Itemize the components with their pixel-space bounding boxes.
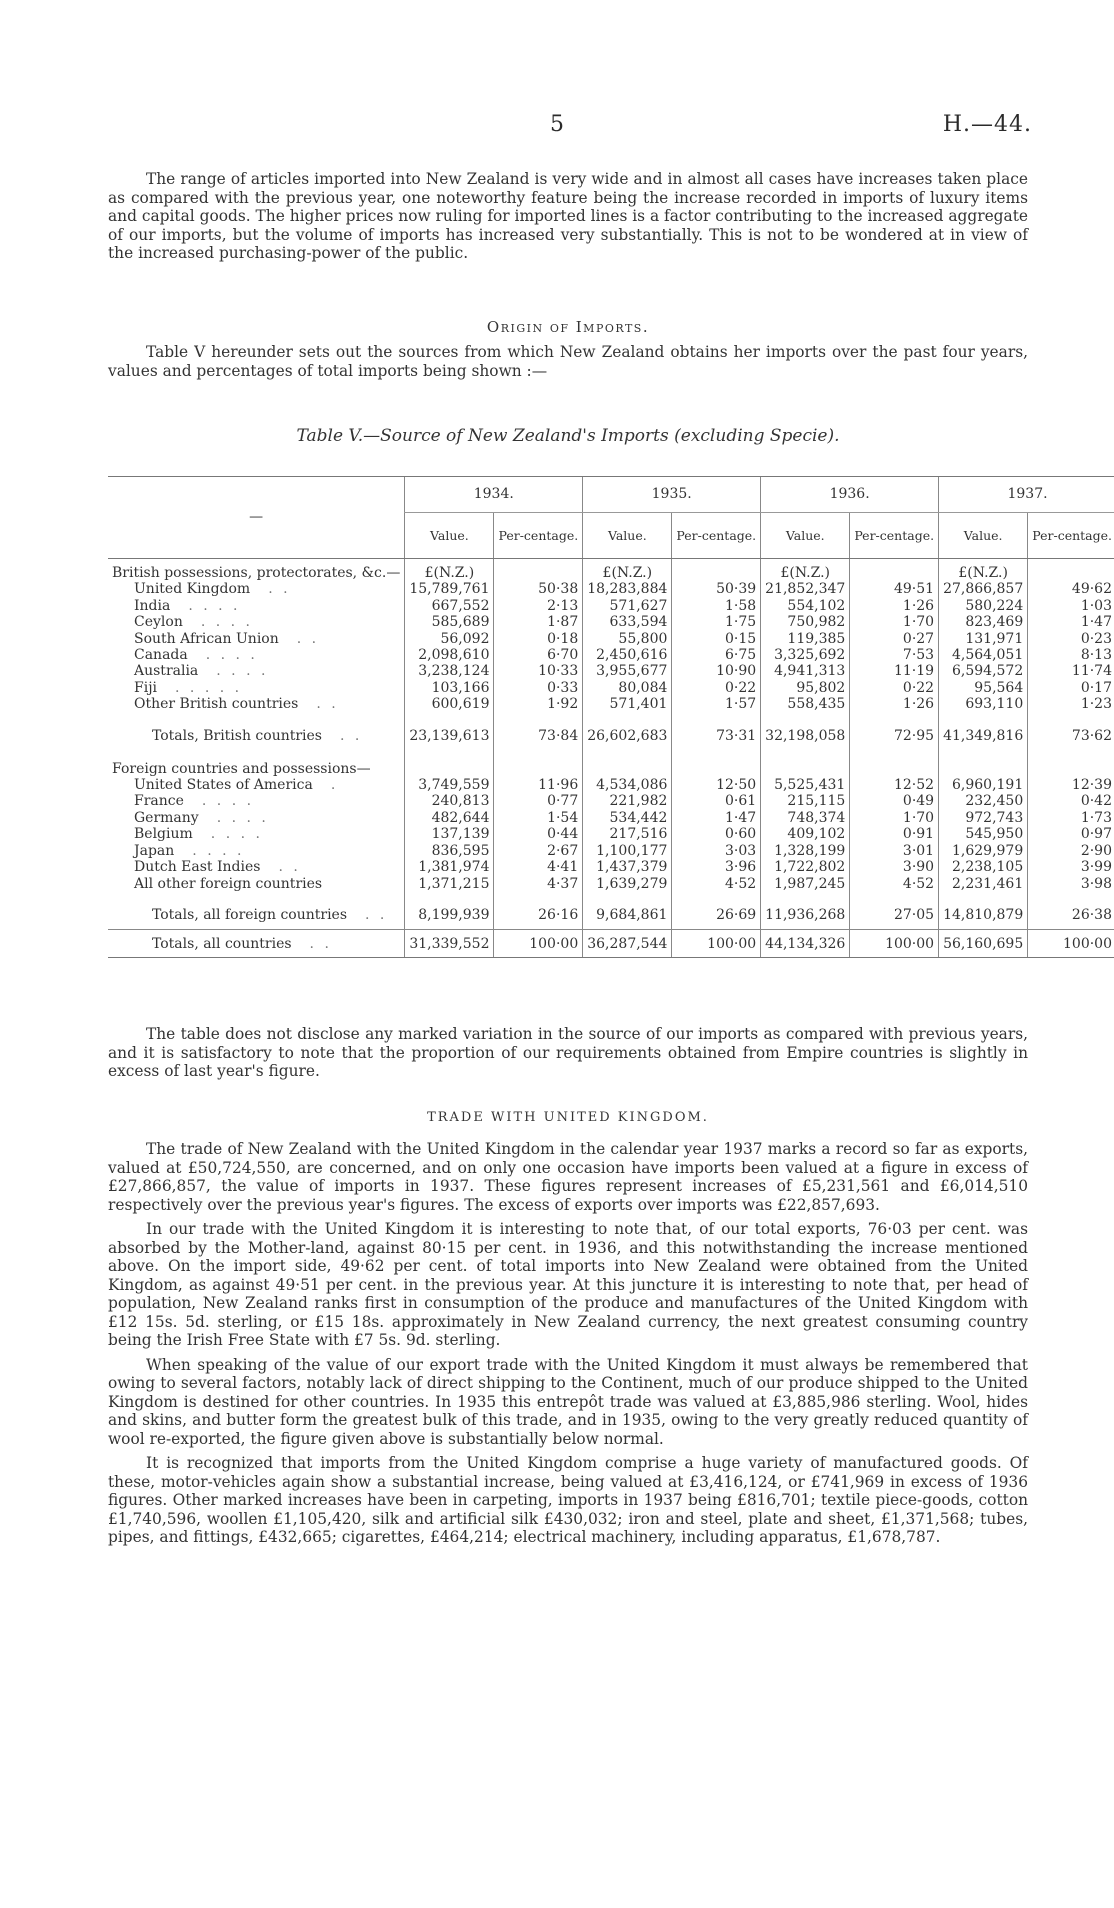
percentage-cell: 4·52: [672, 876, 761, 892]
value-cell: 41,349,816: [939, 723, 1028, 751]
percentage-cell: 2·67: [494, 843, 583, 859]
leader-dots: . .: [340, 728, 363, 745]
percentage-cell: 100·00: [850, 930, 939, 958]
percentage-cell: 0·60: [672, 826, 761, 842]
row-label-cell: [108, 902, 405, 930]
country-row: [108, 581, 1114, 597]
source-of-imports-table: [108, 476, 1114, 958]
after-table-section: [108, 1025, 1028, 1087]
value-cell: 221,982: [583, 793, 672, 809]
row-label-cell: [108, 810, 405, 826]
value-cell: 80,084: [583, 680, 672, 696]
value-cell: 6,594,572: [939, 663, 1028, 679]
leader-dots: . .: [296, 630, 320, 647]
value-cell: 558,435: [761, 696, 850, 712]
row-label: Totals, British countries: [152, 728, 322, 745]
percentage-cell: 26·69: [672, 902, 761, 930]
percentage-cell: 0·15: [672, 631, 761, 647]
row-label: Ceylon: [134, 614, 183, 631]
percentage-cell: 50·38: [494, 581, 583, 597]
country-row: [108, 663, 1114, 679]
value-cell: 9,684,861: [583, 902, 672, 930]
row-label: Australia: [134, 663, 199, 680]
percentage-cell: 1·73: [1028, 810, 1114, 826]
value-cell: 534,442: [583, 810, 672, 826]
value-cell: 5,525,431: [761, 777, 850, 793]
value-cell: 600,619: [405, 696, 494, 712]
value-cell: 18,283,884: [583, 581, 672, 597]
value-cell: 131,971: [939, 631, 1028, 647]
leader-dots: . . . .: [188, 597, 241, 614]
leader-dots: . . . .: [200, 614, 253, 631]
stub-header: —: [108, 477, 405, 559]
value-cell: 1,639,279: [583, 876, 672, 892]
leader-dots: . . . .: [201, 793, 255, 810]
percentage-cell: 1·26: [850, 598, 939, 614]
value-cell: 95,564: [939, 680, 1028, 696]
unit-label: £(N.Z.): [583, 559, 672, 582]
row-label-cell: [108, 696, 405, 712]
percentage-header: Per-centage.: [1028, 513, 1114, 559]
row-label: Belgium: [134, 826, 193, 843]
spacer-row: [108, 751, 1114, 761]
value-cell: 1,100,177: [583, 843, 672, 859]
country-row: [108, 793, 1114, 809]
percentage-cell: 1·70: [850, 614, 939, 630]
percentage-cell: 0·49: [850, 793, 939, 809]
percentage-cell: 1·57: [672, 696, 761, 712]
leader-dots: . .: [365, 907, 388, 924]
value-cell: 633,594: [583, 614, 672, 630]
year-header: 1936.: [761, 477, 939, 513]
row-label: United States of America: [134, 777, 313, 794]
value-cell: 2,450,616: [583, 647, 672, 663]
value-cell: 32,198,058: [761, 723, 850, 751]
british-group-row: [108, 559, 1114, 582]
country-row: [108, 598, 1114, 614]
percentage-header: Per-centage.: [672, 513, 761, 559]
percentage-cell: 1·92: [494, 696, 583, 712]
value-cell: 4,534,086: [583, 777, 672, 793]
row-label-cell: [108, 663, 405, 679]
year-header: 1935.: [583, 477, 761, 513]
value-cell: 6,960,191: [939, 777, 1028, 793]
row-label-cell: [108, 793, 405, 809]
country-row: [108, 647, 1114, 663]
value-cell: 1,371,215: [405, 876, 494, 892]
value-cell: 240,813: [405, 793, 494, 809]
percentage-cell: 26·16: [494, 902, 583, 930]
value-header: Value.: [939, 513, 1028, 559]
country-row: [108, 680, 1114, 696]
value-cell: 95,802: [761, 680, 850, 696]
value-cell: 482,644: [405, 810, 494, 826]
group-label: British possessions, protectorates, &c.—: [112, 565, 401, 581]
percentage-cell: 12·50: [672, 777, 761, 793]
percentage-cell: 6·75: [672, 647, 761, 663]
leader-dots: .: [330, 777, 339, 794]
percentage-cell: 0·22: [672, 680, 761, 696]
percentage-cell: 100·00: [672, 930, 761, 958]
percentage-cell: 100·00: [1028, 930, 1114, 958]
grand-total-row: [108, 930, 1114, 958]
country-row: [108, 876, 1114, 892]
percentage-cell: 8·13: [1028, 647, 1114, 663]
value-cell: 1,328,199: [761, 843, 850, 859]
percentage-cell: 50·39: [672, 581, 761, 597]
country-row: [108, 826, 1114, 842]
value-cell: 8,199,939: [405, 902, 494, 930]
percentage-cell: 49·62: [1028, 581, 1114, 597]
value-cell: 2,238,105: [939, 859, 1028, 875]
value-cell: 3,325,692: [761, 647, 850, 663]
percentage-cell: 73·62: [1028, 723, 1114, 751]
origin-paragraph: Table V hereunder sets out the sources from which New Zealand obtains her imports over the past four years, values and percentages of total imports being shown :—: [108, 343, 1028, 380]
value-cell: 103,166: [405, 680, 494, 696]
uk-paragraph: It is recognized that imports from the United Kingdom comprise a huge variety of manufactured goods. Of these, motor-vehicles again show a substantial increase, being valued at £3,416,124, or £741,969 in excess of 1936 figures. Other marked increases have been in carpeting, imports in 1937 being £816,701; textile piece-goods, cotton £1,740,596, woollen £1,105,420, silk and artificial silk £430,032; iron and steel, plate and sheet, £1,371,568; tubes, pipes, and fittings, £432,665; cigarettes, £464,214; electrical machinery, including apparatus, £1,678,787.: [108, 1454, 1028, 1546]
percentage-cell: 10·90: [672, 663, 761, 679]
after-table-paragraph: The table does not disclose any marked variation in the source of our imports as compared with previous years, and it is satisfactory to note that the proportion of our requirements obtained from Empire countries is slightly in excess of last year's figure.: [108, 1025, 1028, 1080]
percentage-cell: 1·47: [1028, 614, 1114, 630]
value-cell: 232,450: [939, 793, 1028, 809]
value-cell: 571,401: [583, 696, 672, 712]
value-cell: 545,950: [939, 826, 1028, 842]
percentage-cell: 26·38: [1028, 902, 1114, 930]
percentage-cell: 1·58: [672, 598, 761, 614]
value-cell: 26,602,683: [583, 723, 672, 751]
leader-dots: . .: [316, 696, 339, 713]
document-reference: H.—44.: [942, 112, 1032, 137]
percentage-cell: 0·61: [672, 793, 761, 809]
value-cell: 3,749,559: [405, 777, 494, 793]
percentage-cell: 3·96: [672, 859, 761, 875]
value-cell: 217,516: [583, 826, 672, 842]
year-header: 1934.: [405, 477, 583, 513]
row-label: United Kingdom: [134, 581, 251, 598]
country-row: [108, 777, 1114, 793]
value-cell: 1,722,802: [761, 859, 850, 875]
percentage-cell: 4·52: [850, 876, 939, 892]
spacer-row: [108, 713, 1114, 723]
value-cell: 1,437,379: [583, 859, 672, 875]
percentage-cell: 0·23: [1028, 631, 1114, 647]
value-cell: 137,139: [405, 826, 494, 842]
percentage-cell: 3·99: [1028, 859, 1114, 875]
percentage-cell: 1·70: [850, 810, 939, 826]
table-body: [108, 559, 1114, 958]
value-cell: 2,231,461: [939, 876, 1028, 892]
percentage-cell: 4·41: [494, 859, 583, 875]
row-label: France: [134, 793, 184, 810]
uk-paragraph: The trade of New Zealand with the United Kingdom in the calendar year 1937 marks a record so far as exports, valued at £50,724,550, are concerned, and on only one occasion have imports been valued at a figure in excess of £27,866,857, the value of imports in 1937. These figures represent increases of £5,231,561 and £6,014,510 respectively over the previous year's figures. The excess of exports over imports was £22,857,693.: [108, 1140, 1028, 1214]
row-label: India: [134, 597, 171, 614]
value-cell: 2,098,610: [405, 647, 494, 663]
leader-dots: . . . .: [210, 826, 263, 843]
percentage-cell: 0·91: [850, 826, 939, 842]
value-cell: 11,936,268: [761, 902, 850, 930]
origin-heading: Origin of Imports.: [486, 318, 650, 336]
percentage-cell: 100·00: [494, 930, 583, 958]
value-cell: 55,800: [583, 631, 672, 647]
leader-dots: . . . .: [216, 663, 269, 680]
leader-dots: . .: [309, 935, 332, 952]
value-cell: 409,102: [761, 826, 850, 842]
origin-section: [108, 343, 1028, 386]
year-header-row: [108, 477, 1114, 513]
percentage-cell: 72·95: [850, 723, 939, 751]
group-label: Foreign countries and possessions—: [112, 760, 371, 777]
percentage-header: Per-centage.: [494, 513, 583, 559]
row-label: Canada: [134, 647, 188, 664]
percentage-cell: 3·03: [672, 843, 761, 859]
value-cell: 554,102: [761, 598, 850, 614]
value-cell: 3,955,677: [583, 663, 672, 679]
page-header: [0, 112, 1114, 142]
percentage-cell: 0·22: [850, 680, 939, 696]
uk-trade-section: [108, 1140, 1028, 1553]
unit-label: £(N.Z.): [939, 559, 1028, 582]
percentage-cell: 7·53: [850, 647, 939, 663]
percentage-cell: 11·96: [494, 777, 583, 793]
value-cell: 215,115: [761, 793, 850, 809]
value-cell: 4,941,313: [761, 663, 850, 679]
value-cell: 1,629,979: [939, 843, 1028, 859]
row-label-cell: [108, 843, 405, 859]
percentage-cell: 10·33: [494, 663, 583, 679]
value-cell: 1,381,974: [405, 859, 494, 875]
row-label-cell: [108, 680, 405, 696]
spacer-row: [108, 892, 1114, 902]
value-cell: 31,339,552: [405, 930, 494, 958]
leader-dots: . .: [278, 859, 301, 876]
leader-dots: . . . .: [192, 842, 245, 859]
british-total-row: [108, 723, 1114, 751]
percentage-cell: 0·42: [1028, 793, 1114, 809]
percentage-cell: 0·97: [1028, 826, 1114, 842]
value-header: Value.: [761, 513, 850, 559]
uk-paragraph: When speaking of the value of our export trade with the United Kingdom it must always be remembered that owing to several factors, notably lack of direct shipping to the Continent, much of our produce shipped to the United Kingdom is destined for other countries. In 1935 this entrepôt trade was valued at £3,885,986 sterling. Wool, hides and skins, and butter form the greatest bulk of this trade, and in 1935, owing to the very greatly reduced quantity of wool re-exported, the figure given above is substantially below normal.: [108, 1355, 1028, 1448]
value-cell: 21,852,347: [761, 581, 850, 597]
percentage-cell: 2·90: [1028, 843, 1114, 859]
value-cell: 14,810,879: [939, 902, 1028, 930]
percentage-cell: 1·75: [672, 614, 761, 630]
row-label: All other foreign countries: [134, 875, 323, 892]
percentage-cell: 2·13: [494, 598, 583, 614]
percentage-cell: 0·44: [494, 826, 583, 842]
percentage-cell: 3·90: [850, 859, 939, 875]
country-row: [108, 614, 1114, 630]
country-row: [108, 810, 1114, 826]
percentage-cell: 12·39: [1028, 777, 1114, 793]
percentage-cell: 3·01: [850, 843, 939, 859]
row-label-cell: [108, 876, 405, 892]
uk-trade-heading: TRADE WITH UNITED KINGDOM.: [427, 1110, 709, 1125]
value-cell: 119,385: [761, 631, 850, 647]
percentage-cell: 1·26: [850, 696, 939, 712]
percentage-cell: 0·27: [850, 631, 939, 647]
row-label-cell: [108, 723, 405, 751]
leader-dots: . . . .: [205, 647, 258, 664]
unit-label: £(N.Z.): [761, 559, 850, 582]
value-cell: 36,287,544: [583, 930, 672, 958]
value-cell: 667,552: [405, 598, 494, 614]
country-row: [108, 843, 1114, 859]
percentage-cell: 0·17: [1028, 680, 1114, 696]
value-cell: 571,627: [583, 598, 672, 614]
foreign-total-row: [108, 902, 1114, 930]
value-cell: 27,866,857: [939, 581, 1028, 597]
row-label: Germany: [134, 809, 199, 826]
value-cell: 44,134,326: [761, 930, 850, 958]
row-label: Other British countries: [134, 696, 299, 713]
value-cell: 823,469: [939, 614, 1028, 630]
row-label-cell: [108, 614, 405, 630]
value-cell: 748,374: [761, 810, 850, 826]
value-header: Value.: [405, 513, 494, 559]
table-caption: Table V.—Source of New Zealand's Imports (excluding Specie).: [296, 426, 840, 446]
unit-label: £(N.Z.): [405, 559, 494, 582]
percentage-cell: 27·05: [850, 902, 939, 930]
percentage-cell: 6·70: [494, 647, 583, 663]
value-cell: 836,595: [405, 843, 494, 859]
percentage-cell: 1·47: [672, 810, 761, 826]
leader-dots: . .: [268, 581, 291, 598]
value-cell: 972,743: [939, 810, 1028, 826]
value-header: Value.: [583, 513, 672, 559]
row-label: Japan: [134, 842, 175, 859]
percentage-cell: 12·52: [850, 777, 939, 793]
value-cell: 750,982: [761, 614, 850, 630]
percentage-cell: 73·84: [494, 723, 583, 751]
row-label: South African Union: [134, 630, 279, 647]
year-header: 1937.: [939, 477, 1114, 513]
value-cell: 693,110: [939, 696, 1028, 712]
value-cell: 56,092: [405, 631, 494, 647]
leader-dots: . . . . .: [175, 679, 243, 696]
row-label: Totals, all foreign countries: [152, 907, 348, 924]
row-label-cell: [108, 777, 405, 793]
value-cell: 23,139,613: [405, 723, 494, 751]
row-label-cell: [108, 859, 405, 875]
value-cell: 1,987,245: [761, 876, 850, 892]
value-cell: 4,564,051: [939, 647, 1028, 663]
percentage-cell: 0·77: [494, 793, 583, 809]
row-label: Fiji: [134, 679, 158, 696]
percentage-cell: 1·54: [494, 810, 583, 826]
foreign-group-row: [108, 761, 1114, 777]
uk-paragraph: In our trade with the United Kingdom it is interesting to note that, of our total exports, 76·03 per cent. was absorbed by the Mother-land, against 80·15 per cent. in 1936, and this notwithstanding the increase mentioned above. On the import side, 49·62 per cent. of total imports into New Zealand were obtained from the United Kingdom, as against 49·51 per cent. in the previous year. At this juncture it is interesting to note that, per head of population, New Zealand ranks first in consumption of the produce and manufactures of the United Kingdom with £12 15s. 5d. sterling, or £15 18s. approximately in New Zealand currency, the next greatest consuming country being the Irish Free State with £7 5s. 9d. sterling.: [108, 1220, 1028, 1349]
country-row: [108, 631, 1114, 647]
row-label-cell: [108, 647, 405, 663]
percentage-cell: 3·98: [1028, 876, 1114, 892]
country-row: [108, 859, 1114, 875]
percentage-cell: 0·33: [494, 680, 583, 696]
percentage-cell: 11·74: [1028, 663, 1114, 679]
leader-dots: . . . .: [216, 809, 269, 826]
row-label: Dutch East Indies: [134, 859, 261, 876]
value-cell: 3,238,124: [405, 663, 494, 679]
row-label-cell: [108, 598, 405, 614]
value-cell: 15,789,761: [405, 581, 494, 597]
percentage-cell: 1·87: [494, 614, 583, 630]
percentage-header: Per-centage.: [850, 513, 939, 559]
percentage-cell: 1·03: [1028, 598, 1114, 614]
percentage-cell: 0·18: [494, 631, 583, 647]
row-label-cell: [108, 930, 405, 958]
intro-section: [108, 170, 1028, 269]
page-number: 5: [550, 112, 564, 137]
percentage-cell: 1·23: [1028, 696, 1114, 712]
row-label-cell: [108, 581, 405, 597]
value-cell: 56,160,695: [939, 930, 1028, 958]
intro-paragraph: The range of articles imported into New Zealand is very wide and in almost all cases have increases taken place as compared with the previous year, one noteworthy feature being the increase recorded in imports of luxury items and capital goods. The higher prices now ruling for imported lines is a factor contributing to the increased aggregate of our imports, but the volume of imports has increased very substantially. This is not to be wondered at in view of the increased purchasing-power of the public.: [108, 170, 1028, 262]
row-label: Totals, all countries: [152, 935, 292, 952]
value-cell: 580,224: [939, 598, 1028, 614]
percentage-cell: 73·31: [672, 723, 761, 751]
percentage-cell: 11·19: [850, 663, 939, 679]
country-row: [108, 696, 1114, 712]
value-cell: 585,689: [405, 614, 494, 630]
percentage-cell: 49·51: [850, 581, 939, 597]
row-label-cell: [108, 631, 405, 647]
row-label-cell: [108, 826, 405, 842]
percentage-cell: 4·37: [494, 876, 583, 892]
